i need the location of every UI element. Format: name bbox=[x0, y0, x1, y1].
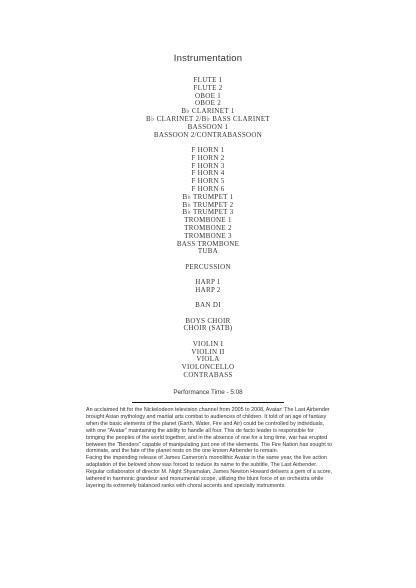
instrument-group bbox=[0, 264, 416, 272]
instrument-group bbox=[0, 147, 416, 256]
instrument-name: VIOLIN I bbox=[192, 339, 224, 348]
instrument-name: F HORN 5 bbox=[191, 177, 225, 186]
instrument-name: OBOE 2 bbox=[194, 99, 222, 108]
instrument-name: PERCUSSION bbox=[185, 262, 231, 271]
instrument-name: HARP 2 bbox=[195, 285, 221, 294]
instrument-name: F HORN 2 bbox=[191, 153, 225, 162]
instrument-name: F HORN 1 bbox=[191, 145, 225, 154]
instrument-name: OBOE 1 bbox=[194, 91, 222, 100]
description-paragraph: Regular collaborator of director M. Night Shyamalan, James Newton Howard delivers a gem of a score, lathered in harmonic grandeur and monumental scope, utilizing the blunt force of an orchestra while layering its extremely balanced ranks with choral accents and specialty instruments. bbox=[86, 469, 332, 489]
instrument-name: CHOIR (SATB) bbox=[183, 324, 233, 333]
instrument-name: TROMBONE 1 bbox=[184, 216, 232, 225]
instrument-group bbox=[0, 318, 416, 334]
instrument-name: BAN DI bbox=[195, 301, 221, 310]
instrument-name: TROMBONE 2 bbox=[184, 223, 232, 232]
instrument-name: BASS TROMBONE bbox=[176, 239, 240, 248]
instrument-name: BASSOON 2/CONTRABASSOON bbox=[153, 130, 263, 139]
instrument-name: FLUTE 2 bbox=[193, 83, 223, 92]
performance-time: Performance Time - 5:08 bbox=[173, 389, 243, 396]
instrument-group bbox=[0, 279, 416, 295]
instrument-name: B♭ TRUMPET 3 bbox=[182, 208, 234, 217]
instrument-name: TROMBONE 3 bbox=[184, 231, 232, 240]
instrument-name: B♭ TRUMPET 2 bbox=[182, 200, 234, 209]
instrument-name: F HORN 6 bbox=[191, 184, 225, 193]
description-paragraph: An acclaimed hit for the Nickelodeon television channel from 2005 to 2008, Avatar: The Last Airbender brought Asian mythology and martial arts combat to audiences of children. It told of an age of fantasy when the basic elements of the planet (Earth, Water, Fire and Air) could be controlled by individuals, with one "Avatar" maintaining the ability to handle all four. This de facto leader is responsible for bringing the peoples of the world together, and in the absence of one for a long time, war has erupted between the "Benders" capable of manipulating just one of the elements. The Fire Nation has sought to dominate, and the fate of the planet rests on the one known Airbender to remain. bbox=[86, 407, 332, 455]
instrument-name: BOYS CHOIR bbox=[185, 316, 231, 325]
instrument-group bbox=[0, 341, 416, 380]
instrument-name: B♭ TRUMPET 1 bbox=[182, 192, 234, 201]
instrument-name: VIOLIN II bbox=[191, 347, 225, 356]
instrument-name: F HORN 3 bbox=[191, 161, 225, 170]
instrument-name: B♭ CLARINET 1 bbox=[181, 107, 235, 116]
divider-rule bbox=[132, 402, 284, 403]
instrument-list bbox=[0, 77, 416, 380]
instrument-name: FLUTE 1 bbox=[193, 76, 223, 84]
instrument-name: B♭ CLARINET 2/B♭ BASS CLARINET bbox=[146, 114, 270, 123]
instrument-name: VIOLONCELLO bbox=[181, 363, 235, 372]
instrument-group bbox=[0, 77, 416, 139]
instrument-name: CONTRABASS bbox=[183, 371, 233, 380]
instrument-name: BASSOON 1 bbox=[187, 122, 229, 131]
instrument-group bbox=[0, 302, 416, 310]
instrument-name: HARP 1 bbox=[195, 278, 221, 287]
instrument-name: F HORN 4 bbox=[191, 169, 225, 178]
description-block bbox=[86, 407, 332, 490]
page-title: Instrumentation bbox=[173, 53, 243, 64]
instrument-name: TUBA bbox=[197, 247, 219, 256]
description-paragraph: Facing the impending release of James Cameron's monolithic Avatar in the same year, the live action adaptation of the beloved show was forced to reduce its name to the subtitle, The Last Airbender. bbox=[86, 455, 327, 469]
instrument-name: VIOLA bbox=[196, 355, 220, 364]
